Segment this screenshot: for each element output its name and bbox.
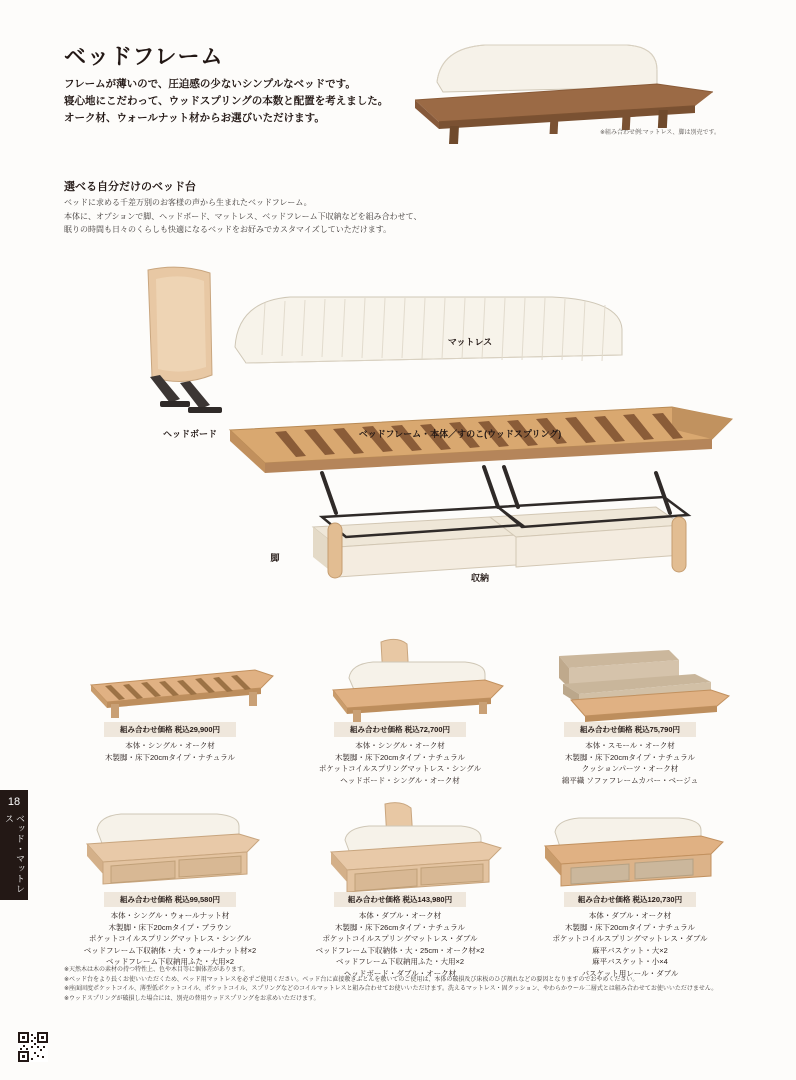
product-image-1	[59, 630, 281, 722]
product-price-3: 組み合わせ価格 税込75,790円	[564, 722, 696, 737]
product-price-6: 組み合わせ価格 税込120,730円	[564, 892, 696, 907]
spec-line: クッションパーツ・オーク材	[581, 764, 679, 773]
product-row-1	[55, 630, 745, 786]
product-card-1[interactable]	[55, 630, 285, 786]
qr-code	[18, 1032, 48, 1062]
section-body-line-2: 本体に、オプションで脚、ヘッドボード、マットレス、ベッドフレーム下収納などを組み合わせて、	[64, 211, 422, 221]
spec-line: 木製脚・床下20cmタイプ・ブラウン	[108, 922, 232, 932]
spec-line: ポケットコイルスプリングマットレス・ダブル	[552, 934, 708, 943]
spec-line: ベッドフレーム下収納体・大・25cm・オーク材×2	[315, 945, 485, 955]
spec-line: 綿平織 ソファフレームカバー・ベージュ	[561, 775, 699, 785]
product-image-3	[519, 630, 741, 722]
bed-frame-slats-illustration	[230, 407, 732, 473]
caption-legs: 脚	[270, 553, 280, 563]
hero-bed-illustration	[395, 30, 725, 140]
product-price-5: 組み合わせ価格 税込143,980円	[334, 892, 466, 907]
product-specs-2	[289, 740, 511, 786]
spec-line: ベッドフレーム下収納用ふた・大用×2	[335, 957, 465, 966]
page-title: ベッドフレーム	[64, 44, 224, 69]
spec-line: 本体・スモール・オーク材	[585, 741, 675, 750]
page-section-label: ベッド・マットレス	[4, 814, 25, 894]
product-card-6[interactable]	[515, 800, 745, 979]
spec-line: ポケットコイルスプリングマットレス・シングル	[318, 764, 482, 773]
product-image-5	[289, 800, 511, 892]
product-price-1: 組み合わせ価格 税込29,900円	[104, 722, 236, 737]
lead-paragraph	[64, 76, 394, 127]
product-specs-3	[519, 740, 741, 786]
section-heading: 選べる自分だけのベッド台	[64, 181, 196, 193]
headboard-illustration	[148, 267, 222, 413]
exploded-parts-diagram	[60, 255, 740, 595]
spec-line: バスケット用レール・ダブル	[581, 968, 679, 978]
section-body-line-3: 眠りの時間も日々のくらしも快適になるベッドをお好みでカスタマイズしていただけます。	[64, 225, 392, 234]
spec-line: ポケットコイルスプリングマットレス・シングル	[88, 934, 252, 943]
spec-line: 木製脚・床下20cmタイプ・ナチュラル	[564, 922, 695, 932]
footnote-4: ※ウッドスプリングが破損した場合には、別売の替用ウッドスプリングをお求めいただけます。	[64, 995, 320, 1002]
product-price-4: 組み合わせ価格 税込99,580円	[104, 892, 236, 907]
product-card-4[interactable]	[55, 800, 285, 979]
spec-line: ヘッドボード・シングル・オーク材	[340, 775, 460, 785]
product-price-2: 組み合わせ価格 税込72,700円	[334, 722, 466, 737]
spec-line: ヘッドボード・ダブル・オーク材	[343, 968, 457, 978]
spec-line: 麻平バスケット・小×4	[592, 957, 668, 966]
spec-line: 木製脚・床下20cmタイプ・ナチュラル	[334, 752, 465, 762]
product-card-5[interactable]	[285, 800, 515, 979]
product-specs-4	[59, 910, 281, 968]
spec-line: 本体・シングル・オーク材	[355, 741, 445, 750]
footnotes	[64, 966, 724, 1004]
lead-line-3: オーク材、ウォールナット材からお選びいただけます。	[64, 112, 325, 124]
spec-line: ポケットコイルスプリングマットレス・ダブル	[322, 934, 478, 943]
product-image-6	[519, 800, 741, 892]
spec-line: ベッドフレーム下収納体・大・ウォールナット材×2	[83, 945, 257, 955]
product-grid	[55, 630, 745, 979]
spec-line: 本体・ダブル・オーク材	[358, 911, 442, 920]
product-card-2[interactable]	[285, 630, 515, 786]
product-card-3[interactable]	[515, 630, 745, 786]
caption-headboard: ヘッドボード	[162, 429, 217, 439]
spec-line: 麻平バスケット・大×2	[592, 945, 668, 955]
product-row-2	[55, 800, 745, 979]
lead-line-2: 寝心地にこだわって、ウッドスプリングの本数と配置を考えました。	[64, 95, 389, 107]
caption-mattress: マットレス	[447, 337, 493, 347]
hero-note: ※組み合わせ例:マットレス、脚は別売です。	[600, 130, 720, 136]
page-number: 18	[7, 796, 21, 808]
caption-storage: 収納	[470, 573, 489, 583]
footnote-1: ※天然木は木の素材の持つ特性上、色や木目等に個体差があります。	[64, 967, 249, 973]
section-body-line-1: ベッドに求める千差万別のお客様の声から生まれたベッドフレーム。	[64, 198, 312, 207]
spec-line: ベッドフレーム下収納用ふた・大用×2	[105, 957, 235, 966]
spec-line: 本体・シングル・ウォールナット材	[110, 911, 230, 920]
section-body	[64, 196, 484, 237]
product-specs-1	[59, 740, 281, 763]
caption-frame: ベッドフレーム・本体／すのこ(ウッドスプリング)	[358, 429, 562, 439]
footnote-3: ※座面固度ポケットコイル、薄型低ポケットコイル、ポケットコイル、スプリングなどのコイルマットレスと組み合わせてお使いいただけます。洗えるマットレス・固クッション、やわらかウール二層式とは組み合わせてお使いいただけません。	[64, 986, 718, 992]
product-image-4	[59, 800, 281, 892]
footnote-2: ※ベッド台をより長くお使いいただくため、ベッド用マットレスを必ずご使用ください。ベッド台に直接敷きぶとんを敷いてのご使用は、本体の破損及び床板のひび割れなどの要因となりますのでおやめください。	[64, 976, 639, 983]
spec-line: 木製脚・床下26cmタイプ・ナチュラル	[334, 922, 465, 932]
spec-line: 本体・ダブル・オーク材	[588, 911, 672, 920]
spec-line: 本体・シングル・オーク材	[125, 741, 215, 750]
page-side-tab	[0, 790, 28, 900]
product-image-2	[289, 630, 511, 722]
lead-line-1: フレームが薄いので、圧迫感の少ないシンプルなベッドです。	[64, 78, 356, 90]
spec-line: 木製脚・床下20cmタイプ・ナチュラル	[104, 752, 235, 762]
mattress-illustration	[235, 297, 622, 363]
storage-and-legs-illustration	[313, 467, 688, 578]
spec-line: 木製脚・床下20cmタイプ・ナチュラル	[564, 752, 695, 762]
